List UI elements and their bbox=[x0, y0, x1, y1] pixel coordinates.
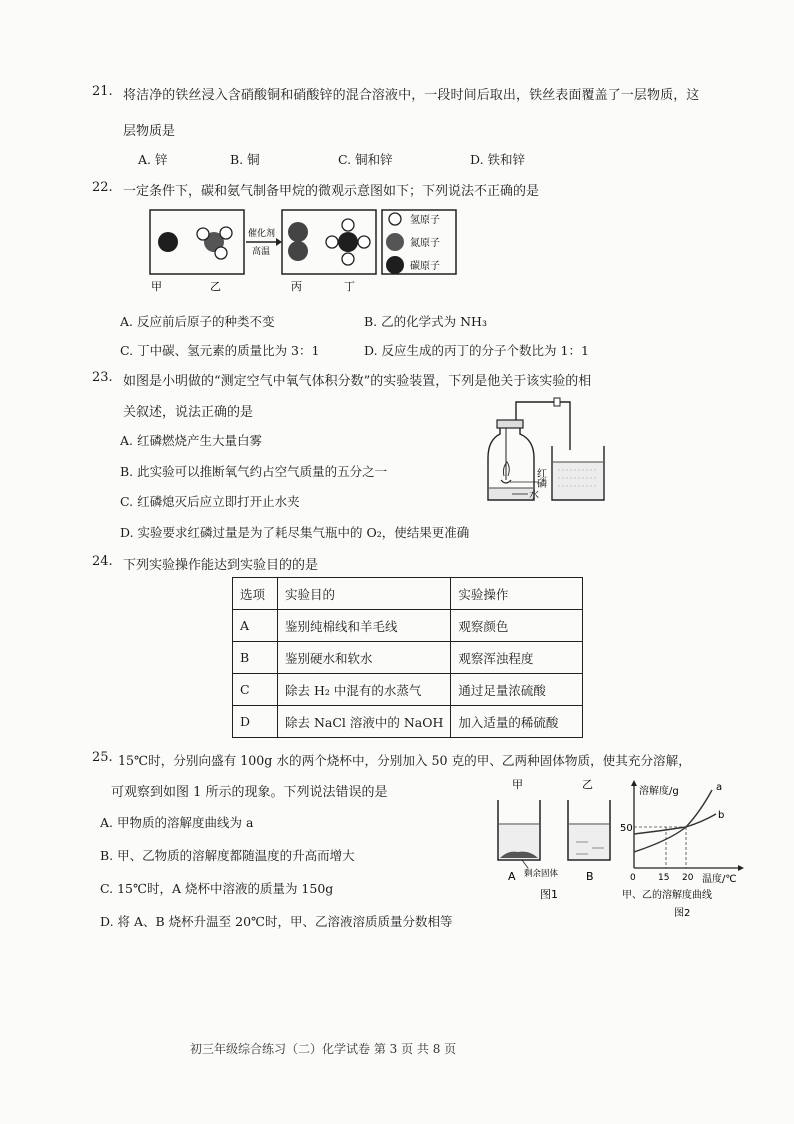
table-row bbox=[233, 674, 583, 706]
page-footer: 初三年级综合练习（二）化学试卷 第 3 页 共 8 页 bbox=[190, 1042, 457, 1056]
legend-hydrogen-label: 氢原子 bbox=[410, 215, 440, 226]
beaker-label-jia: 甲 bbox=[512, 778, 523, 791]
beaker-label-yi: 乙 bbox=[582, 778, 593, 791]
q22-stem: 一定条件下，碳和氨气制备甲烷的微观示意图如下；下列说法不正确的是 bbox=[123, 184, 540, 199]
q21-number: 21. bbox=[92, 84, 113, 99]
arrow-condition-bottom: 高温 bbox=[252, 247, 271, 257]
residue-label: 剩余固体 bbox=[524, 869, 559, 879]
table-header: 实验操作 bbox=[451, 578, 583, 610]
q25-figure1-beakers bbox=[488, 776, 623, 902]
q23-stem-line2: 关叙述，说法正确的是 bbox=[123, 405, 254, 420]
q21-option-c: C. 铜和锌 bbox=[338, 152, 393, 167]
q21-option-b: B. 铜 bbox=[230, 152, 260, 167]
combustion-spoon bbox=[501, 480, 511, 483]
y-axis-label: 溶解度/g bbox=[639, 786, 679, 797]
y-tick-50: 50 bbox=[620, 823, 633, 834]
q25-stem-line2: 可观察到如图 1 所示的现象。下列说法错误的是 bbox=[111, 785, 388, 800]
q23-option-c: C. 红磷熄灭后应立即打开止水夹 bbox=[120, 494, 300, 509]
figure2-caption-1: 甲、乙的溶解度曲线 bbox=[622, 890, 712, 901]
q22-option-d: D. 反应生成的丙丁的分子个数比为 1：1 bbox=[364, 343, 589, 358]
beaker-label-a: A bbox=[508, 870, 516, 883]
bottle-stopper bbox=[497, 420, 523, 428]
table-cell: A bbox=[233, 610, 278, 642]
arrow-condition-top: 催化剂 bbox=[248, 229, 276, 239]
q22-option-a: A. 反应前后原子的种类不变 bbox=[120, 314, 275, 329]
beaker-label-b: B bbox=[586, 870, 594, 883]
table-header: 实验目的 bbox=[278, 578, 451, 610]
legend-hydrogen-atom bbox=[389, 213, 401, 225]
table-cell: 加入适量的稀硫酸 bbox=[451, 706, 583, 738]
q23-option-b: B. 此实验可以推断氧气约占空气质量的五分之一 bbox=[120, 464, 388, 479]
q21-option-d: D. 铁和锌 bbox=[470, 152, 526, 167]
bing-nitrogen-atom-1 bbox=[288, 222, 308, 242]
table-cell: 鉴别硬水和软水 bbox=[278, 642, 451, 674]
label-ding: 丁 bbox=[344, 280, 355, 293]
curve-a bbox=[634, 790, 712, 852]
table-cell: 观察浑浊程度 bbox=[451, 642, 583, 674]
table-row bbox=[233, 642, 583, 674]
q25-number: 25. bbox=[92, 750, 113, 765]
q22-molecule-diagram bbox=[148, 208, 458, 294]
legend-carbon-label: 碳原子 bbox=[410, 261, 440, 272]
x-tick-15: 15 bbox=[658, 873, 670, 883]
label-jia: 甲 bbox=[151, 280, 162, 293]
table-cell: C bbox=[233, 674, 278, 706]
q23-option-d: D. 实验要求红磷过量是为了耗尽集气瓶中的 O₂，使结果更准确 bbox=[120, 525, 470, 540]
table-cell: 鉴别纯棉线和羊毛线 bbox=[278, 610, 451, 642]
curve-a-label: a bbox=[716, 782, 723, 793]
q23-apparatus bbox=[482, 396, 612, 508]
q24-number: 24. bbox=[92, 554, 113, 569]
table-cell: 除去 NaCl 溶液中的 NaOH bbox=[278, 706, 451, 738]
q22-option-b: B. 乙的化学式为 NH₃ bbox=[364, 314, 487, 329]
legend-nitrogen-label: 氮原子 bbox=[410, 238, 440, 249]
table-header: 选项 bbox=[233, 578, 278, 610]
q23-stem-line1: 如图是小明做的“测定空气中氧气体积分数”的实验装置，下列是他关于该实验的相 bbox=[123, 374, 592, 389]
figure1-caption: 图1 bbox=[540, 888, 558, 901]
table-row bbox=[233, 610, 583, 642]
bing-nitrogen-atom-2 bbox=[288, 241, 308, 261]
q24-stem: 下列实验操作能达到实验目的的是 bbox=[123, 558, 319, 573]
x-tick-0: 0 bbox=[630, 873, 636, 883]
legend-nitrogen-atom bbox=[386, 233, 404, 251]
q23-number: 23. bbox=[92, 370, 113, 385]
connecting-tube bbox=[516, 402, 570, 450]
q23-option-a: A. 红磷燃烧产生大量白雾 bbox=[120, 433, 262, 448]
red-phosphorus-label: 红磷 bbox=[534, 468, 546, 488]
q25-option-d: D. 将 A、B 烧杯升温至 20℃时，甲、乙溶液溶质质量分数相等 bbox=[100, 914, 453, 929]
curve-b bbox=[634, 814, 716, 834]
q24-experiment-table bbox=[232, 577, 583, 738]
q25-option-a: A. 甲物质的溶解度曲线为 a bbox=[100, 815, 254, 830]
q21-stem-line2: 层物质是 bbox=[123, 124, 176, 139]
ding-carbon-atom bbox=[338, 232, 358, 252]
table-header-row bbox=[233, 578, 583, 610]
q21-stem-line1: 将洁净的铁丝浸入含硝酸铜和硝酸锌的混合溶液中，一段时间后取出，铁丝表面覆盖了一层物质，这 bbox=[123, 88, 700, 103]
table-row bbox=[233, 706, 583, 738]
water-label: 水 bbox=[529, 490, 539, 501]
curve-b-label: b bbox=[718, 810, 725, 821]
label-bing: 丙 bbox=[291, 280, 302, 293]
table-cell: B bbox=[233, 642, 278, 674]
q22-option-c: C. 丁中碳、氢元素的质量比为 3：1 bbox=[120, 343, 320, 358]
legend-carbon-atom bbox=[386, 256, 404, 274]
jia-carbon-atom bbox=[158, 232, 178, 252]
x-axis-label: 温度/℃ bbox=[702, 874, 737, 885]
table-cell: 观察颜色 bbox=[451, 610, 583, 642]
table-cell: D bbox=[233, 706, 278, 738]
q25-figure2-solubility-graph bbox=[620, 776, 746, 924]
label-yi: 乙 bbox=[210, 280, 221, 293]
figure2-caption-2: 图2 bbox=[674, 908, 691, 919]
table-cell: 通过足量浓硫酸 bbox=[451, 674, 583, 706]
x-tick-20: 20 bbox=[682, 873, 694, 883]
q25-option-b: B. 甲、乙物质的溶解度都随温度的升高而增大 bbox=[100, 848, 355, 863]
q22-number: 22. bbox=[92, 180, 113, 195]
water-stop-clamp bbox=[554, 398, 560, 406]
q25-stem-line1: 15℃时，分别向盛有 100g 水的两个烧杯中，分别加入 50 克的甲、乙两种固体物质，使其充分溶解， bbox=[118, 753, 691, 768]
q25-option-c: C. 15℃时，A 烧杯中溶液的质量为 150g bbox=[100, 881, 334, 896]
q21-option-a: A. 锌 bbox=[138, 152, 168, 167]
table-cell: 除去 H₂ 中混有的水蒸气 bbox=[278, 674, 451, 706]
